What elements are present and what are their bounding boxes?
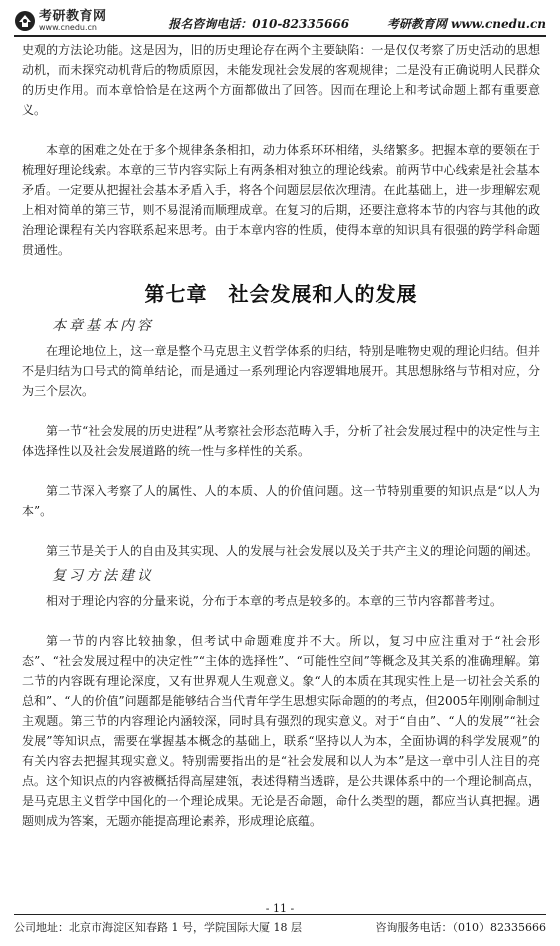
section-heading-basic-content: 本章基本内容 <box>52 318 154 334</box>
section2-paragraph-2: 第一节的内容比较抽象，但考试中命题难度并不大。所以，复习中应注重对于“社会形态”、“社会发展过程中的决定性”“主体的选择性”、“可能性空间”等概念及其关系的准确理解。第二节的内容既有理论深度，又有世界观人生观意义。象“人的本质在其现实性上是一切社会关系的总和”、“人的价值”问题都是能够结合当代青年学生思想实际命题的的考点，但2005年刚刚命制过主观题。第三节的内容理论内涵较深，同时具有强烈的现实意义。对于“自由”、“人的发展”“社会发展”等知识点，需要在掌握基本概念的基础上，联系“坚持以人为本，全面协调的科学发展观”的有关内容去把握其现实意义。特别需要指出的是“社会发展和以人为本”是这一章中引人注目的亮点。这个知识点的内容被概括得高屋建瓴，表述得精当透辟，是公共课体系中的一个理论制高点，是马克思主义哲学中国化的一个理论成果。无论是否命题，命什么类型的题，都应当认真把握。遇题则成为答案，无题亦能提高理论素养，形成理论底蕴。 <box>22 634 540 828</box>
logo-text <box>39 10 107 32</box>
logo-name: 考研教育网 <box>39 9 107 24</box>
section-heading-review-advice: 复习方法建议 <box>52 568 154 584</box>
page-content <box>22 40 540 831</box>
logo-icon <box>14 10 36 32</box>
page-header <box>14 6 546 37</box>
section1-paragraph-3: 第二节深入考察了人的属性、人的本质、人的价值问题。这一节特别重要的知识点是“以人为本”。 <box>22 484 540 518</box>
section1-paragraph-2: 第一节“社会发展的历史进程”从考察社会形态范畴入手，分析了社会发展过程中的决定性与主体选择性以及社会发展道路的统一性与多样性的关系。 <box>22 424 540 458</box>
intro-paragraph-1: 史观的方法论功能。这是因为，旧的历史理论存在两个主要缺陷：一是仅仅考察了历史活动的思想动机，而未探究动机背后的物质原因，未能发现社会发展的客观规律；二是没有正确说明人民群众的历史作用。而本章恰恰是在这两个方面都做出了回答。因而在理论上和考试命题上都有重要意义。 <box>22 43 540 117</box>
chapter-title: 第七章 社会发展和人的发展 <box>144 282 418 306</box>
page-number: - 11 - <box>265 902 295 915</box>
page-footer <box>14 914 546 935</box>
footer-service-phone: 咨询服务电话：（010）82335666 <box>375 921 546 934</box>
site-logo[interactable] <box>14 10 107 32</box>
intro-paragraph-2: 本章的困难之处在于多个规律条条相扣，动力体系环环相绪，头绪繁多。把握本章的要领在于梳理好理论线索。本章的三节内容实际上有两条相对独立的理论线索。前两节中心线索是社会基本矛盾。一定要从把握社会基本矛盾入手，将各个问题层层依次理清。在此基础上，进一步理解宏观上相对简单的第三节，则不易混淆而顺理成章。在复习的后期，还要注意将本节的内容与其他的政治理论课程有关内容联系起来思考。由于本章内容的性质，使得本章的知识具有很强的跨学科命题贯通性。 <box>22 143 540 257</box>
logo-url: www.cnedu.cn <box>39 23 97 32</box>
section1-paragraph-4: 第三节是关于人的自由及其实现、人的发展与社会发展以及关于共产主义的理论问题的阐述。 <box>46 544 539 558</box>
footer-address: 公司地址：北京市海淀区知春路 1 号，学院国际大厦 18 层 <box>14 921 302 934</box>
header-site: 考研教育网 www.cnedu.cn <box>386 17 546 31</box>
section1-paragraph-1: 在理论地位上，这一章是整个马克思主义哲学体系的归结，特别是唯物史观的理论归结。但并不是归结为口号式的简单结论，而是通过一系列理论内容逻辑地展开。其思想脉络与节相对应，分为三个层次。 <box>22 344 540 398</box>
section2-paragraph-1: 相对于理论内容的分量来说，分布于本章的考点是较多的。本章的三节内容都普考过。 <box>46 594 503 608</box>
header-phone: 报名咨询电话：010-82335666 <box>168 17 350 31</box>
